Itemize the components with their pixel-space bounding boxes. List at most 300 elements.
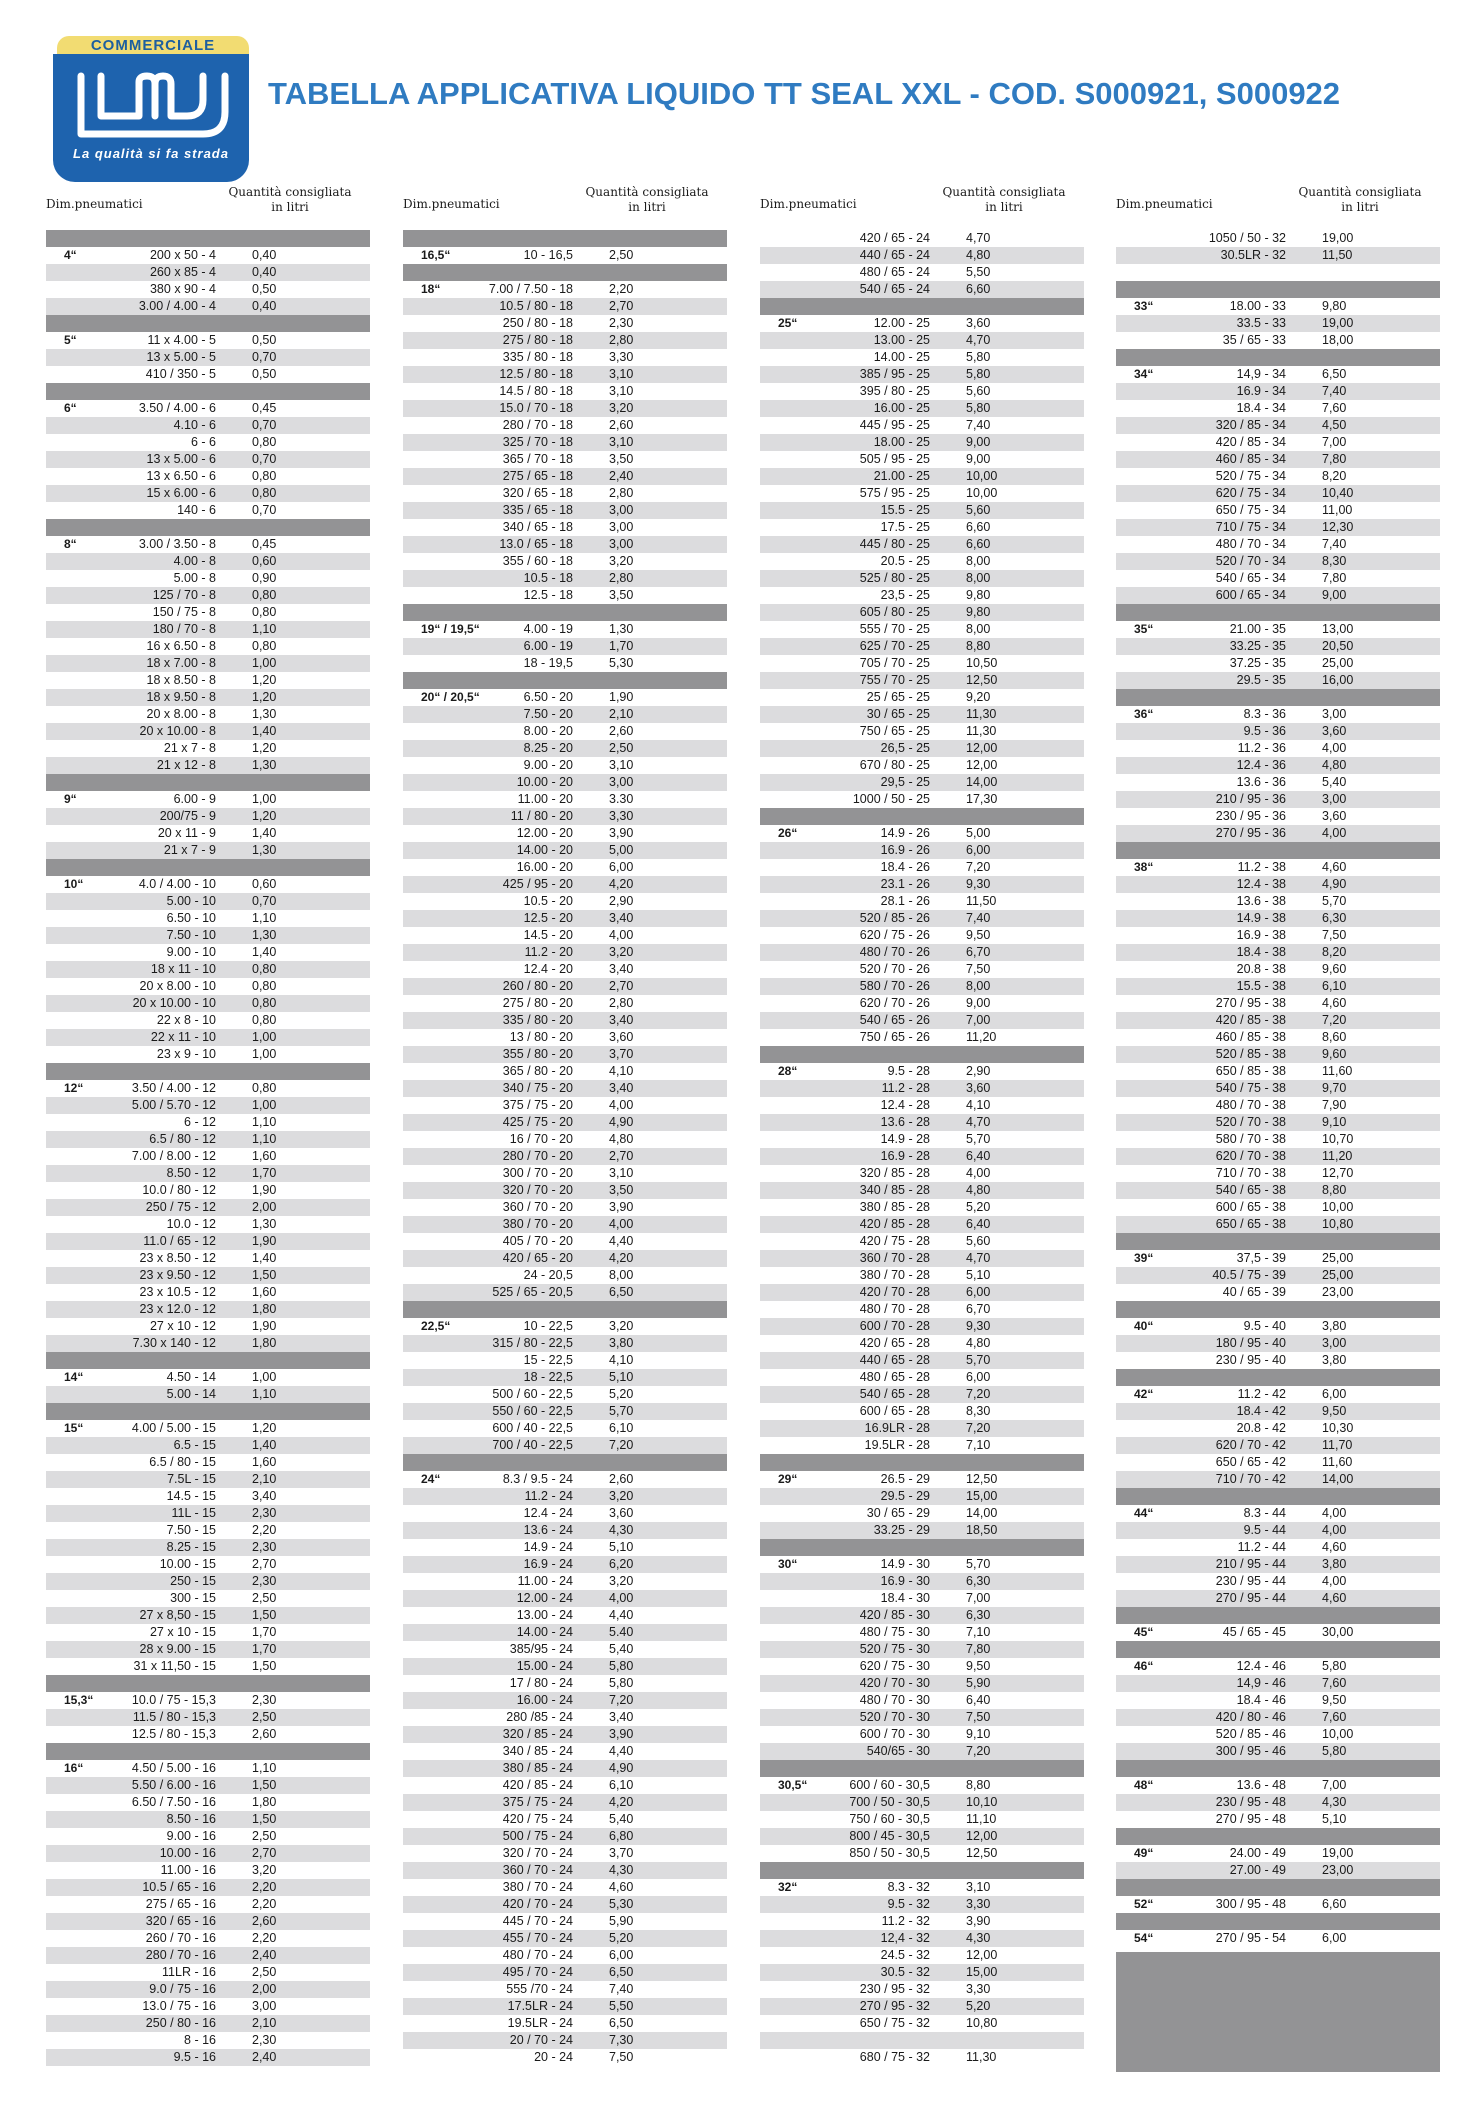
table-row xyxy=(1116,1505,1440,1522)
quantity-liters: 0,80 xyxy=(252,962,277,976)
rim-size-label: 16“ xyxy=(64,1761,84,1775)
rim-size-label: 54“ xyxy=(1134,1931,1154,1945)
tire-size: 320 / 85 - 34 xyxy=(1215,418,1286,432)
rim-size-label: 40“ xyxy=(1134,1319,1154,1333)
quantity-liters: 1,40 xyxy=(252,945,277,959)
tire-size: 5.00 / 5.70 - 12 xyxy=(131,1098,216,1112)
table-row xyxy=(46,1046,370,1063)
table-row xyxy=(46,247,370,264)
table-row xyxy=(403,689,727,706)
quantity-liters: 3,40 xyxy=(609,1081,634,1095)
quantity-liters: 5,60 xyxy=(966,1234,991,1248)
table-row xyxy=(46,927,370,944)
table-row xyxy=(46,706,370,723)
quantity-liters: 6,30 xyxy=(1322,911,1347,925)
quantity-liters: 2,00 xyxy=(252,1982,277,1996)
table-row xyxy=(46,1182,370,1199)
quantity-liters: 10,00 xyxy=(966,486,998,500)
tire-size: 420 / 80 - 46 xyxy=(1215,1710,1286,1724)
tire-size: 23.1 - 26 xyxy=(880,877,930,891)
tire-size: 11.5 / 80 - 15,3 xyxy=(132,1710,216,1724)
table-row xyxy=(760,1641,1084,1658)
quantity-liters: 2,10 xyxy=(252,1472,277,1486)
tire-size: 320 / 70 - 20 xyxy=(502,1183,573,1197)
quantity-liters: 12,00 xyxy=(966,1829,998,1843)
tire-size: 8.00 - 20 xyxy=(523,724,573,738)
quantity-liters: 6,00 xyxy=(966,843,991,857)
tire-size: 315 / 80 - 22,5 xyxy=(492,1336,573,1350)
group-separator xyxy=(1116,1879,1440,1896)
table-row xyxy=(1116,1386,1440,1403)
quantity-liters: 1,00 xyxy=(252,1370,277,1384)
table-row xyxy=(403,1012,727,1029)
table-row xyxy=(46,757,370,774)
table-row xyxy=(46,536,370,553)
table-row xyxy=(403,638,727,655)
table-row xyxy=(46,2015,370,2032)
table-row xyxy=(1116,519,1440,536)
quantity-liters: 9,50 xyxy=(966,1659,991,1673)
tire-size: 600 / 70 - 30 xyxy=(859,1727,930,1741)
tire-size: 555 / 70 - 25 xyxy=(859,622,930,636)
tire-size: 6.50 / 7.50 - 16 xyxy=(131,1795,216,1809)
tire-size: 420 / 70 - 28 xyxy=(859,1285,930,1299)
rim-size-label: 12“ xyxy=(64,1081,84,1095)
table-row xyxy=(46,1828,370,1845)
table-row xyxy=(760,893,1084,910)
group-separator xyxy=(46,1063,370,1080)
group-separator xyxy=(46,315,370,332)
quantity-liters: 3,30 xyxy=(966,1897,991,1911)
quantity-liters: 3,40 xyxy=(252,1489,277,1503)
table-row xyxy=(46,1097,370,1114)
rim-size-label: 35“ xyxy=(1134,622,1154,636)
tire-size: 13 x 5.00 - 6 xyxy=(146,452,216,466)
table-row xyxy=(1116,1726,1440,1743)
quantity-liters: 5,10 xyxy=(1322,1812,1347,1826)
quantity-liters: 9,30 xyxy=(966,877,991,891)
table-row xyxy=(403,1794,727,1811)
table-row xyxy=(760,417,1084,434)
table-row xyxy=(1116,1403,1440,1420)
table-row xyxy=(46,1454,370,1471)
quantity-liters: 3,40 xyxy=(609,962,634,976)
quantity-liters: 2,20 xyxy=(252,1523,277,1537)
table-row xyxy=(403,315,727,332)
tire-size: 260 / 70 - 16 xyxy=(145,1931,216,1945)
quantity-liters: 2,30 xyxy=(252,1693,277,1707)
table-row xyxy=(403,995,727,1012)
quantity-liters: 4,60 xyxy=(1322,860,1347,874)
tire-size: 10.5 - 20 xyxy=(523,894,573,908)
quantity-liters: 3,50 xyxy=(609,452,634,466)
quantity-liters: 2,30 xyxy=(609,316,634,330)
quantity-liters: 1,50 xyxy=(252,1778,277,1792)
tire-size: 15.5 - 25 xyxy=(880,503,930,517)
quantity-liters: 7,40 xyxy=(1322,537,1347,551)
quantity-liters: 0,40 xyxy=(252,299,277,313)
rim-size-label: 48“ xyxy=(1134,1778,1154,1792)
quantity-liters: 2,70 xyxy=(609,979,634,993)
qty-label: Quantità consigliata in litri xyxy=(228,185,352,214)
tire-size: 12.4 - 38 xyxy=(1236,877,1286,891)
table-row xyxy=(46,1590,370,1607)
quantity-liters: 2,70 xyxy=(252,1846,277,1860)
quantity-liters: 5,80 xyxy=(966,401,991,415)
tire-size: 4.50 / 5.00 - 16 xyxy=(131,1761,216,1775)
table-row xyxy=(46,1301,370,1318)
group-separator xyxy=(760,808,1084,825)
table-row xyxy=(46,366,370,383)
table-row xyxy=(760,1743,1084,1760)
quantity-liters: 3,40 xyxy=(609,911,634,925)
tire-size: 380 x 90 - 4 xyxy=(149,282,216,296)
table-row xyxy=(760,638,1084,655)
quantity-liters: 12,50 xyxy=(966,1472,998,1486)
table-row xyxy=(760,1471,1084,1488)
table-row xyxy=(46,655,370,672)
quantity-liters: 7,50 xyxy=(966,1710,991,1724)
table-row xyxy=(403,1029,727,1046)
group-separator xyxy=(1116,1233,1440,1250)
quantity-liters: 4,60 xyxy=(1322,1540,1347,1554)
quantity-liters: 4,60 xyxy=(1322,1591,1347,1605)
tire-size: 650 / 75 - 34 xyxy=(1215,503,1286,517)
tire-size: 16.9 - 28 xyxy=(880,1149,930,1163)
tire-size: 705 / 70 - 25 xyxy=(859,656,930,670)
quantity-liters: 1,50 xyxy=(252,1268,277,1282)
quantity-liters: 2,90 xyxy=(609,894,634,908)
page-title: TABELLA APPLICATIVA LIQUIDO TT SEAL XXL - COD. S000921, S000922 xyxy=(268,76,1341,111)
quantity-liters: 8,00 xyxy=(966,571,991,585)
table-row xyxy=(46,1709,370,1726)
tire-size: 320 / 85 - 24 xyxy=(502,1727,573,1741)
tire-size: 300 / 95 - 46 xyxy=(1215,1744,1286,1758)
table-row xyxy=(760,366,1084,383)
quantity-liters: 3,90 xyxy=(609,1727,634,1741)
table-row xyxy=(760,1216,1084,1233)
table-row xyxy=(403,825,727,842)
table-row xyxy=(46,502,370,519)
quantity-liters: 5,70 xyxy=(609,1404,634,1418)
table-row xyxy=(760,1182,1084,1199)
tire-size: 525 / 80 - 25 xyxy=(859,571,930,585)
quantity-liters: 8,00 xyxy=(609,1268,634,1282)
tire-size: 10 - 16,5 xyxy=(523,248,573,262)
tire-size: 13.00 - 24 xyxy=(516,1608,573,1622)
tire-size: 320 / 65 - 18 xyxy=(502,486,573,500)
tire-size: 33.25 - 35 xyxy=(1229,639,1286,653)
table-row xyxy=(403,1896,727,1913)
quantity-liters: 7,20 xyxy=(1322,1013,1347,1027)
quantity-liters: 1,70 xyxy=(252,1166,277,1180)
tire-size: 480 / 65 - 24 xyxy=(859,265,930,279)
table-row xyxy=(1116,1862,1440,1879)
table-row xyxy=(1116,434,1440,451)
tire-size: 650 / 65 - 38 xyxy=(1215,1217,1286,1231)
table-row xyxy=(46,587,370,604)
quantity-liters: 3,70 xyxy=(609,1846,634,1860)
tire-size: 280 / 70 - 16 xyxy=(145,1948,216,1962)
quantity-liters: 5,80 xyxy=(1322,1659,1347,1673)
table-row xyxy=(403,1097,727,1114)
table-row xyxy=(46,1794,370,1811)
table-row xyxy=(760,1318,1084,1335)
table-row xyxy=(46,2032,370,2049)
tire-size: 9.5 - 36 xyxy=(1243,724,1286,738)
tire-size: 4.50 - 14 xyxy=(166,1370,216,1384)
tire-size: 200 x 50 - 4 xyxy=(149,248,216,262)
quantity-liters: 1,30 xyxy=(252,758,277,772)
table-row xyxy=(403,978,727,995)
tire-size: 12.5 / 80 - 15,3 xyxy=(131,1727,216,1741)
tire-size: 520 / 75 - 34 xyxy=(1215,469,1286,483)
quantity-liters: 5,10 xyxy=(966,1268,991,1282)
group-separator xyxy=(1116,689,1440,706)
quantity-liters: 14,00 xyxy=(966,775,998,789)
rim-size-label: 45“ xyxy=(1134,1625,1154,1639)
table-row xyxy=(760,281,1084,298)
tire-size: 270 / 95 - 38 xyxy=(1215,996,1286,1010)
table-row xyxy=(46,332,370,349)
tire-size: 37,5 - 39 xyxy=(1236,1251,1286,1265)
tire-size: 18 - 19,5 xyxy=(523,656,573,670)
quantity-liters: 7,10 xyxy=(966,1625,991,1639)
quantity-liters: 12,00 xyxy=(966,758,998,772)
tire-size: 260 x 85 - 4 xyxy=(149,265,216,279)
tire-size: 710 / 75 - 34 xyxy=(1215,520,1286,534)
quantity-liters: 1,30 xyxy=(252,707,277,721)
quantity-liters: 0,60 xyxy=(252,554,277,568)
quantity-liters: 7,20 xyxy=(966,860,991,874)
table-row xyxy=(46,1488,370,1505)
table-row xyxy=(760,1896,1084,1913)
table-row xyxy=(46,1199,370,1216)
table-row xyxy=(403,366,727,383)
quantity-liters: 3,00 xyxy=(1322,792,1347,806)
tire-size: 230 / 95 - 40 xyxy=(1215,1353,1286,1367)
tire-size: 10.00 - 16 xyxy=(159,1846,216,1860)
tire-size: 600 / 65 - 38 xyxy=(1215,1200,1286,1214)
quantity-liters: 11,60 xyxy=(1322,1455,1353,1469)
tire-size: 27 x 10 - 15 xyxy=(149,1625,216,1639)
table-row xyxy=(760,502,1084,519)
table-row xyxy=(1116,1420,1440,1437)
table-row xyxy=(403,706,727,723)
tire-size: 670 / 80 - 25 xyxy=(859,758,930,772)
quantity-liters: 1,90 xyxy=(252,1183,277,1197)
quantity-liters: 5.40 xyxy=(609,1625,634,1639)
table-row xyxy=(1116,672,1440,689)
tire-size: 8.25 - 15 xyxy=(166,1540,216,1554)
table-row xyxy=(1116,383,1440,400)
quantity-liters: 1,70 xyxy=(609,639,634,653)
table-row xyxy=(46,1981,370,1998)
tire-size: 29.5 - 29 xyxy=(880,1489,930,1503)
quantity-liters: 5,50 xyxy=(966,265,991,279)
tire-size: 30.5 - 32 xyxy=(880,1965,930,1979)
tire-size: 600 / 40 - 22,5 xyxy=(492,1421,573,1435)
quantity-liters: 9,50 xyxy=(966,928,991,942)
quantity-liters: 7,60 xyxy=(1322,401,1347,415)
tire-size: 11.2 - 42 xyxy=(1237,1387,1286,1401)
tire-size: 3.00 / 3.50 - 8 xyxy=(138,537,216,551)
quantity-liters: 3,30 xyxy=(609,809,634,823)
table-row xyxy=(760,349,1084,366)
table-row xyxy=(1116,1811,1440,1828)
tire-size: 420 / 75 - 28 xyxy=(859,1234,930,1248)
table-row xyxy=(760,689,1084,706)
tire-size: 520 / 85 - 46 xyxy=(1215,1727,1286,1741)
quantity-liters: 3,60 xyxy=(966,316,991,330)
rim-size-label: 6“ xyxy=(64,401,77,415)
quantity-liters: 7,40 xyxy=(609,1982,634,1996)
quantity-liters: 1,30 xyxy=(609,622,634,636)
table-row xyxy=(46,944,370,961)
rim-size-label: 25“ xyxy=(778,316,798,330)
table-row xyxy=(403,1063,727,1080)
table-row xyxy=(1116,893,1440,910)
quantity-liters: 18,00 xyxy=(1322,333,1354,347)
table-row xyxy=(1116,1845,1440,1862)
table-row xyxy=(46,400,370,417)
tire-size: 10.00 - 15 xyxy=(159,1557,216,1571)
quantity-liters: 5,40 xyxy=(1322,775,1347,789)
table-row xyxy=(403,1284,727,1301)
table-row xyxy=(46,1930,370,1947)
table-row xyxy=(1116,485,1440,502)
quantity-liters: 0,80 xyxy=(252,486,277,500)
quantity-liters: 1,70 xyxy=(252,1642,277,1656)
quantity-liters: 1,50 xyxy=(252,1659,277,1673)
tire-size: 13.00 - 25 xyxy=(873,333,930,347)
table-column-2 xyxy=(403,180,727,2064)
tire-size: 300 - 15 xyxy=(170,1591,216,1605)
quantity-liters: 0,70 xyxy=(252,452,277,466)
table-row xyxy=(403,1250,727,1267)
group-separator xyxy=(1116,1369,1440,1386)
table-row xyxy=(760,553,1084,570)
column-header xyxy=(1116,180,1440,226)
rim-size-label: 34“ xyxy=(1134,367,1154,381)
tire-size: 180 / 70 - 8 xyxy=(152,622,216,636)
table-row xyxy=(1116,1437,1440,1454)
quantity-liters: 6,00 xyxy=(1322,1387,1347,1401)
rim-size-label: 20“ / 20,5“ xyxy=(421,690,480,704)
tire-size: 600 / 65 - 34 xyxy=(1215,588,1286,602)
table-row xyxy=(403,757,727,774)
tire-size: 8.50 - 12 xyxy=(166,1166,216,1180)
tire-size: 425 / 75 - 20 xyxy=(502,1115,573,1129)
table-row xyxy=(760,1811,1084,1828)
quantity-liters: 5,40 xyxy=(609,1812,634,1826)
table-row xyxy=(1116,502,1440,519)
quantity-liters: 6,00 xyxy=(609,1948,634,1962)
tire-size: 10.00 - 20 xyxy=(516,775,573,789)
quantity-liters: 4,00 xyxy=(1322,1574,1347,1588)
table-row xyxy=(1116,927,1440,944)
quantity-liters: 9,60 xyxy=(1322,1047,1347,1061)
quantity-liters: 3,80 xyxy=(609,1336,634,1350)
table-row xyxy=(403,1199,727,1216)
tire-size: 14.9 - 24 xyxy=(523,1540,573,1554)
tire-size: 520 / 85 - 26 xyxy=(859,911,930,925)
quantity-liters: 2,80 xyxy=(609,333,634,347)
quantity-liters: 1,00 xyxy=(252,792,277,806)
quantity-liters: 2,70 xyxy=(609,299,634,313)
table-row xyxy=(760,1777,1084,1794)
table-row xyxy=(403,1420,727,1437)
tire-size: 8.3 / 9.5 - 24 xyxy=(502,1472,573,1486)
table-row xyxy=(760,1794,1084,1811)
tire-size: 125 / 70 - 8 xyxy=(152,588,216,602)
table-row xyxy=(46,1335,370,1352)
table-row xyxy=(403,587,727,604)
tire-size: 12.4 - 28 xyxy=(880,1098,930,1112)
table-row xyxy=(46,1386,370,1403)
quantity-liters: 2,20 xyxy=(252,1897,277,1911)
table-row xyxy=(403,2015,727,2032)
quantity-liters: 4,20 xyxy=(609,1795,634,1809)
quantity-liters: 6,70 xyxy=(966,945,991,959)
table-row xyxy=(760,2015,1084,2032)
table-row xyxy=(760,1845,1084,1862)
quantity-liters: 14,00 xyxy=(966,1506,998,1520)
table-row xyxy=(403,1913,727,1930)
quantity-liters: 4,40 xyxy=(609,1234,634,1248)
tire-size: 6.50 - 20 xyxy=(523,690,573,704)
table-row xyxy=(46,1369,370,1386)
quantity-liters: 0,80 xyxy=(252,1013,277,1027)
group-separator xyxy=(1116,1760,1440,1777)
rim-size-label: 24“ xyxy=(421,1472,441,1486)
quantity-liters: 8,20 xyxy=(1322,469,1347,483)
quantity-liters: 3,90 xyxy=(609,1200,634,1214)
logo-mark xyxy=(53,54,249,158)
quantity-liters: 5,00 xyxy=(966,826,991,840)
tire-size: 445 / 80 - 25 xyxy=(859,537,930,551)
tire-size: 420 / 70 - 24 xyxy=(502,1897,573,1911)
table-row xyxy=(46,1913,370,1930)
table-row xyxy=(403,910,727,927)
table-row xyxy=(46,1539,370,1556)
quantity-liters: 5,10 xyxy=(609,1540,634,1554)
group-separator xyxy=(760,1539,1084,1556)
table-row xyxy=(46,1607,370,1624)
table-row xyxy=(1116,1522,1440,1539)
table-row xyxy=(403,1964,727,1981)
tire-size: 275 / 80 - 18 xyxy=(502,333,573,347)
table-row xyxy=(1116,1896,1440,1913)
tire-size: 275 / 65 - 18 xyxy=(502,469,573,483)
quantity-liters: 2,70 xyxy=(252,1557,277,1571)
quantity-liters: 6,10 xyxy=(609,1421,634,1435)
table-row xyxy=(403,927,727,944)
quantity-liters: 3,40 xyxy=(609,1710,634,1724)
quantity-liters: 7,50 xyxy=(966,962,991,976)
quantity-liters: 17,30 xyxy=(966,792,998,806)
table-row xyxy=(1116,655,1440,672)
table-row xyxy=(1116,1267,1440,1284)
tire-size: 11 x 4.00 - 5 xyxy=(147,333,216,347)
table-row xyxy=(760,757,1084,774)
table-row xyxy=(760,672,1084,689)
quantity-liters: 3,30 xyxy=(966,1982,991,1996)
tire-size: 540 / 65 - 26 xyxy=(859,1013,930,1027)
quantity-liters: 8,00 xyxy=(966,979,991,993)
tire-size: 575 / 95 - 25 xyxy=(859,486,930,500)
table-row xyxy=(760,621,1084,638)
